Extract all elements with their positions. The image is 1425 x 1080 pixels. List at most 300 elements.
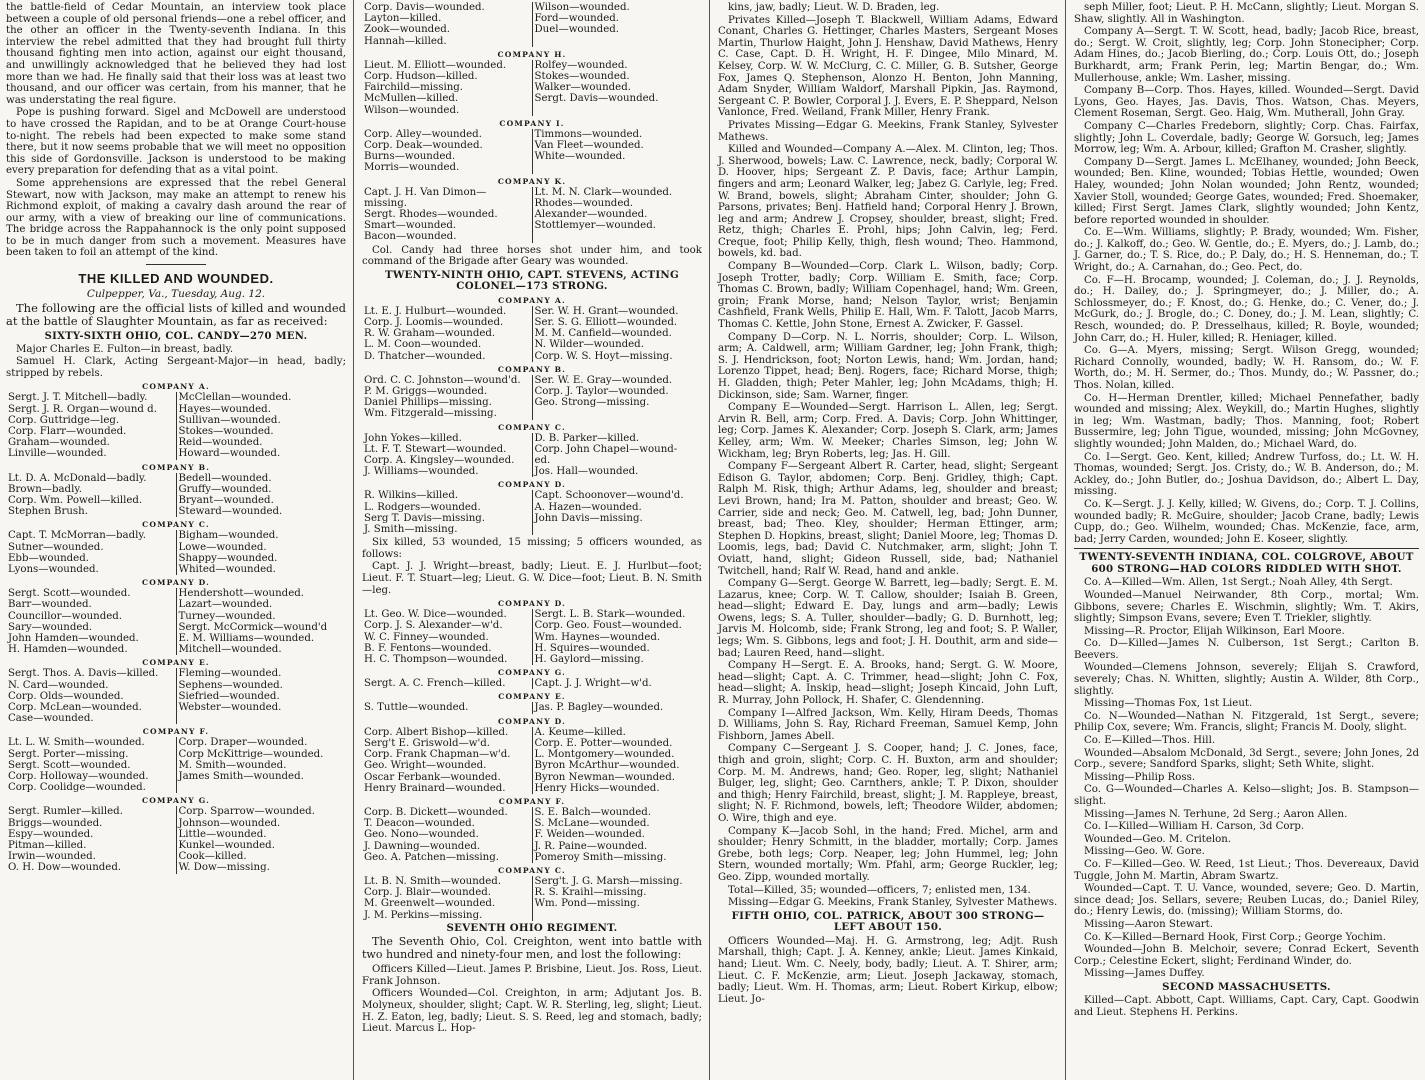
roster-row	[362, 162, 702, 173]
roster-entry: Sergt. McCormick—wound'd	[178, 621, 328, 633]
roster-entry: Sergt. Scott—wounded.	[6, 588, 176, 599]
section-separator	[146, 264, 206, 265]
roster-row	[6, 680, 346, 691]
regiment-heading: SECOND MASSACHUSETTS.	[1162, 980, 1331, 993]
roster-entry: Lieut. M. Elliott—wounded.	[362, 60, 532, 71]
roster-entry: W. Dow—missing.	[178, 862, 270, 874]
company-roster	[362, 727, 702, 794]
roster-row	[362, 187, 702, 198]
roster-row	[362, 317, 702, 328]
casualty-paragraph: Company B—Corp. Thos. Hayes, killed. Wounded—Sergt. David Lyons, Geo. Hayes, Jas. Davis, Thos. Watson, Chas. Meyers, Clement Roseman, Sergt. Geo. Haig, Wm. Mutherall, John Gray.	[1074, 85, 1419, 120]
roster-entry: Corp. Albert Bishop—killed.	[362, 727, 532, 738]
company-roster	[6, 588, 346, 655]
company-roster	[362, 60, 702, 116]
roster-entry: H. Hamden—wounded.	[6, 644, 176, 655]
company-roster	[362, 129, 702, 174]
roster-entry: McMullen—killed.	[362, 93, 532, 104]
article-paragraph: the battle-field of Cedar Mountain, an interview took place between a couple of old personal friends—one a rebel officer, and the other an officer in the Twenty-seventh Indiana. In this interview the rebel admitted that they had brought full thirty thousand fighting men into action, against our eight thousand, and unwillingly acknowledged that he believed they had lost more than we had. He finally said that their loss was at least two thousand, and our officer was certain, from his manner, that he was understating the real figure.	[6, 2, 346, 106]
roster-entry: Shappy—wounded.	[178, 552, 278, 564]
roster-entry: Gruffy—wounded.	[178, 483, 272, 495]
roster-entry: Serg't. J. G. Marsh—missing.	[534, 875, 683, 887]
company-roster	[6, 392, 346, 459]
column-4	[1068, 0, 1425, 1080]
casualty-paragraph: Total—Killed, 35; wounded—officers, 7; enlisted men, 134.	[728, 884, 1031, 896]
company-heading: COMPANY I.	[499, 118, 565, 128]
company-roster	[6, 668, 346, 724]
roster-row	[362, 620, 702, 631]
casualty-paragraph: Company B—Wounded—Corp. Clark L. Wilson, badly; Corp. Joseph Trotter, badly; Corp. William E. Smith, face; Corp. Thomas C. Brown, badly; William Copenhagel, hand; Wm. Green, groin; Frank Morse, hand; Nelson Taylor, wrist; Benjamin Cashfield, Frank Wells, Philip E. Hall, Wm. F. Talott, Jacob Marrs, Thomas C. Kettle, John Stone, Ernest A. Zwicker, F. Gassel.	[718, 261, 1058, 331]
roster-row	[6, 473, 346, 484]
roster-entry: Zook—wounded.	[362, 24, 532, 35]
roster-entry: ed.	[534, 455, 551, 467]
roster-entry: White—wounded.	[534, 151, 626, 163]
roster-entry: John Yokes—killed.	[362, 433, 532, 444]
company-rosters	[362, 296, 702, 535]
roster-row	[362, 36, 702, 47]
roster-entry: Corp. Wm. Powell—killed.	[6, 495, 176, 506]
roster-row	[6, 495, 346, 506]
company-roster	[362, 2, 702, 47]
roster-entry: Lt. Geo. W. Dice—wounded.	[362, 609, 532, 620]
roster-entry: Corp. Holloway—wounded.	[6, 771, 176, 782]
roster-entry: Sutner—wounded.	[6, 542, 176, 553]
roster-entry: Sullivan—wounded.	[178, 414, 281, 426]
roster-entry: Smart—wounded.	[362, 220, 532, 231]
casualty-paragraph: Company G—Sergt. George W. Barrett, leg—badly; Sergt. E. M. Lazarus, knee; Corp. W. T. Callow, shoulder; Isaiah B. Green, head—slight; Edward E. Day, lungs and arm—badly; Lewis Owens, legs; S. A. Tuller, shoulder—badly; G. D. Burnhott, leg; Jarvis M. Holcomb, side; Frank Strong, leg and foot; S. P. Waller, legs; Wm. S. Gibbons, legs and foot; J. H. Douthit, arm and side—bad; Lauren Reed, hand—slight.	[718, 578, 1058, 659]
casualty-paragraph: Wounded—Clemens Johnson, severely; Elijah S. Crawford, severely; Chas. N. Whitten, slightly; Austin A. Wilder, 8th Corp., slightly.	[1074, 662, 1419, 697]
roster-entry: Brown—badly.	[6, 484, 176, 495]
roster-entry: Wilson—wounded.	[362, 105, 532, 116]
company-roster	[6, 737, 346, 793]
roster-entry	[532, 408, 702, 419]
roster-row	[362, 513, 702, 524]
casualty-paragraph: Co. A—Killed—Wm. Allen, 1st Sergt.; Noah Alley, 4th Sergt.	[1084, 577, 1393, 589]
roster-row	[6, 622, 346, 633]
roster-entry: Ser. W. E. Gray—wounded.	[534, 374, 673, 386]
roster-entry: J. Williams—wounded.	[362, 466, 532, 477]
company-rosters	[362, 599, 702, 920]
roster-entry: Corp. Geo. Foust—wounded.	[534, 620, 682, 632]
casualty-paragraph: Co. K—Killed—Bernard Hook, First Corp.; George Yochim.	[1084, 931, 1386, 943]
roster-entry: McClellan—wounded.	[178, 392, 292, 404]
roster-row	[362, 609, 702, 620]
roster-entry: J. R. Paine—wounded.	[534, 840, 648, 852]
roster-entry: Jos. Hall—wounded.	[534, 466, 639, 478]
casualty-paragraph: Company D—Corp. N. L. Norris, shoulder; Corp. L. Wilson, arm; A. Caldwell, arm; William Gardner, leg; John Frank, thigh; S. J. Hendrickson, foot; Norton Lewis, hand; Wm. Jordan, hand; Lorenzo Tippet, head; Benj. Rogers, face; Richard Morse, thigh; H. Gladden, thigh; Peter Mahler, leg; John McAdams, thigh; H. Dickinson, side; Sam. Warner, finger.	[718, 331, 1058, 401]
roster-entry: Corp. B. Dickett—wounded.	[362, 807, 532, 818]
roster-row	[362, 876, 702, 887]
casualty-paragraph: Co. E—Wm. Williams, slightly; P. Brady, wounded; Wm. Fisher, do.; J. Kalkoff, do.; Geo. W. Gentle, do.; E. Myers, do.; J. Lamb, do.; J. Garner, do.; T. S. Rice, do.; P. Daly, do.; H. S. Henneman, do.; T. Wright, do.; A. Carnahan, do.; Geo. Pect, do.	[1074, 227, 1419, 274]
casualty-paragraph: Missing—James N. Terhune, 2d Serg.; Aaron Allen.	[1084, 808, 1348, 820]
roster-row	[362, 24, 702, 35]
roster-entry: S. McLane—wounded.	[534, 818, 650, 830]
roster-entry: Sergt. Rhodes—wounded.	[362, 209, 532, 220]
roster-entry: Corp. Deak—wounded.	[362, 140, 532, 151]
roster-entry: E. M. Williams—wounded.	[178, 633, 315, 644]
roster-entry: Corp. E. Potter—wounded.	[534, 737, 673, 749]
roster-row	[362, 198, 702, 209]
roster-entry: Walker—wounded.	[534, 82, 631, 94]
roster-entry: Corp. Alley—wounded.	[362, 129, 532, 140]
roster-entry: Corp. John Chapel—wound-	[534, 443, 678, 455]
casualty-paragraph: Co. F—H. Brocamp, wounded; J. Coleman, do.; J. J. Reynolds, do.; H. Dailey, do.; J. Springmeyer, do.; J. Miller, do.; A. Schlossmeyer, do.; F. Knost, do.; G. Henke, do.; C. Vener, do.; J. McGurk, do.; J. Brogle, do.; C. Doney, do.; J. M. Lean, slightly; C. Resch, wounded; do. P. Dresselhaus, killed; R. Boyle, wounded; John Carr, do.; H. Huler, killed; R. Heniager, killed.	[1074, 274, 1419, 344]
roster-row	[362, 524, 702, 535]
roster-entry: Duel—wounded.	[534, 24, 619, 36]
roster-entry: Corp. J. S. Alexander—w'd.	[362, 620, 532, 631]
roster-row	[362, 93, 702, 104]
company-roster	[362, 876, 702, 921]
roster-entry: Henry Brainard—wounded.	[362, 783, 532, 794]
roster-row	[362, 807, 702, 818]
roster-entry: Bedell—wounded.	[178, 472, 272, 484]
roster-entry: Capt. Schoonover—wound'd.	[534, 490, 684, 502]
roster-entry: Johnson—wounded.	[178, 817, 281, 829]
roster-entry: Daniel Phillips—missing.	[362, 397, 532, 408]
roster-entry: missing.	[362, 198, 532, 209]
roster-entry: Corp. McLean—wounded.	[6, 702, 176, 713]
roster-entry: Rolfey—wounded.	[534, 59, 628, 71]
casualty-segments	[1074, 2, 1419, 545]
roster-row	[6, 840, 346, 851]
roster-entry: L. M. Coon—wounded.	[362, 339, 532, 350]
roster-entry: Pomeroy Smith—missing.	[534, 851, 667, 863]
roster-row	[362, 702, 702, 713]
roster-entry: Wm. Fitzgerald—missing.	[362, 408, 532, 419]
roster-entry: Byron Newman—wounded.	[534, 771, 675, 783]
column-rule	[353, 0, 354, 1080]
roster-entry: Graham—wounded.	[6, 437, 176, 448]
company-roster	[362, 306, 702, 362]
roster-row	[362, 209, 702, 220]
roster-entry: Van Fleet—wounded.	[534, 140, 644, 152]
roster-entry: Henry Hicks—wounded.	[534, 782, 660, 794]
roster-row	[362, 231, 702, 242]
company-heading: COMPANY A.	[142, 382, 210, 392]
casualty-paragraph: seph Miller, foot; Lieut. P. H. McCann, slightly; Lieut. Morgan S. Shaw, slightly. All in Washington.	[1074, 2, 1419, 25]
roster-entry: Oscar Ferbank—wounded.	[362, 772, 532, 783]
roster-entry: Councillor—wounded.	[6, 611, 176, 622]
roster-row	[6, 760, 346, 771]
casualty-paragraph: Co. N—Wounded—Nathan N. Fitzgerald, 1st Sergt., severe; Philip Cox, severe; Wm. Francis, slight; Francis M. Dooly, slight.	[1074, 710, 1419, 734]
roster-entry: Webster—wounded.	[178, 702, 282, 714]
roster-row	[362, 444, 702, 455]
roster-entry: Lt. B. N. Smith—wounded.	[362, 876, 532, 887]
roster-entry: Mitchell—wounded.	[178, 644, 282, 656]
roster-entry: M. Greenwelt—wounded.	[362, 898, 532, 909]
roster-entry: Corp McKittrige—wounded.	[178, 748, 324, 760]
officers-note: Capt. J. J. Wright—breast, badly; Lieut. E. J. Hurlbut—foot; Lieut. F. T. Stuart—leg; Lieut. G. W. Dice—foot; Lieut. B. N. Smith—leg.	[362, 561, 702, 596]
roster-entry: Cook—killed.	[178, 851, 247, 863]
roster-entry: Capt. T. McMorran—badly.	[6, 530, 176, 541]
roster-entry: Corp. Draper—wounded.	[178, 737, 308, 749]
casualty-paragraph: Wounded—Geo. M. Critelon.	[1084, 833, 1232, 845]
company-heading: COMPANY D.	[497, 599, 567, 609]
regiment-heading: SEVENTH OHIO REGIMENT.	[446, 921, 618, 934]
roster-entry: D. Thatcher—wounded.	[362, 351, 532, 362]
company-rosters	[6, 382, 346, 873]
roster-entry: Linville—wounded.	[6, 448, 176, 459]
roster-entry: Stottlemyer—wounded.	[534, 220, 656, 232]
roster-row	[362, 71, 702, 82]
roster-entry: M. Smith—wounded.	[178, 759, 287, 771]
roster-row	[362, 105, 702, 116]
roster-entry	[176, 713, 346, 724]
casualty-paragraph: Privates Killed—Joseph T. Blackwell, William Adams, Edward Conant, Charles G. Hettinger, Charles Masters, Sergeant Moses Martin, Thurlow Haight, John J. Henshaw, David Mathews, Henry C. Case, Capt. D. H. Wright, H. F. Dingee, Milo Minard, M. Kelsey, Corp. W. W. McClurg, C. C. Miller, G. B. Sutsher, George Fox, James Q. Stephenson, Alonzo H. Benton, John Manning, Adam Snyder, William Waldorf, Marshall Pipkin, Jas. Raymond, Sergeant C. P. Bowler, Corporal J. J. Evers, E. P. Sheppard, Nelson Vanlonce, Fred. Weiland, Frank Miller, Henry Frank.	[718, 14, 1058, 119]
casualty-paragraph: Co. I—Killed—William H. Carson, 3d Corp.	[1084, 821, 1305, 833]
casualty-paragraph: Company K—Jacob Sohl, in the hand; Fred. Michel, arm and shoulder; Henry Schmitt, in the bladder, mortally; Corp. James Grebe, both legs; Corp. Neaper, leg; John Hummel, leg; John Stern, wounded mortally; Wm. Pfahl, arm; George Ruckler, leg; Geo. Zipp, wounded mortally.	[718, 825, 1058, 883]
roster-entry: Geo. Wright—wounded.	[362, 760, 532, 771]
roster-entry: Lowe—wounded.	[178, 541, 267, 553]
roster-entry: Hendershott—wounded.	[178, 588, 304, 600]
roster-entry: Morris—wounded.	[362, 162, 532, 173]
column-3	[712, 0, 1064, 1080]
roster-row	[362, 140, 702, 151]
casualty-paragraph: Missing—Aaron Stewart.	[1084, 918, 1214, 930]
casualty-paragraph: Co. F—Killed—Geo. W. Reed, 1st Lieut.; Thos. Devereaux, David Tuggle, John M. Martin, Abram Swartz.	[1074, 858, 1419, 882]
roster-row	[362, 2, 702, 13]
roster-entry	[176, 782, 346, 793]
company-roster	[362, 490, 702, 535]
article-paragraph: Some apprehensions are expressed that the rebel General Stewart, now with Jackson, may make an attempt to renew his Richmond exploit, of making a cavalry dash around the rear of our army, with a view of breaking our line of communications. The bridge across the Rappahannock is the only point supposed to be in much danger from such a movement. Measures have been taken to foil an attempt of the kind.	[6, 177, 346, 259]
company-heading: COMPANY E.	[142, 658, 210, 668]
roster-entry: Sergt. J. R. Organ—wound d.	[6, 404, 176, 415]
roster-entry: Alexander—wounded.	[534, 209, 648, 221]
company-roster	[6, 473, 346, 518]
company-roster	[362, 375, 702, 420]
company-heading: COMPANY D.	[497, 716, 567, 726]
roster-row	[362, 490, 702, 501]
casualty-paragraph: Company F—Sergeant Albert R. Carter, head, slight; Sergeant Edison G. Taylor, abdomen; Corp. Benj. Gridley, thigh; Capt. Ralph M. Risk, thigh; Arthur Adams, leg, shoulder and breast; Levi Brown, hand; Ira M. Patton, shoulder and breast; Geo. W. Carrier, side and neck; Geo. M. Catwell, leg, bad; John Dunner, breast, bad; Theo. Kley, shoulder; Herman Ettinger, arm; Stephen D. Hopkins, breast, slight; Daniel Moore, leg; Thomas D. Loomis, legs, bad; David C. Nutchmaker, arm, slight; John T. Oviatt, hand, slight; Gideon Russell, side, bad; Nathaniel Twitchell, hand; Ralf W. Read, hand and ankle.	[718, 461, 1058, 577]
roster-entry: H. Gaylord—missing.	[534, 654, 644, 666]
roster-row	[362, 887, 702, 898]
roster-row	[362, 727, 702, 738]
roster-entry: Ser. S. G. Elliott—wounded.	[534, 317, 678, 329]
roster-row	[6, 668, 346, 679]
roster-row	[362, 654, 702, 665]
totals-note: Six killed, 53 wounded, 15 missing; 5 officers wounded, as follows:	[362, 537, 702, 560]
roster-row	[6, 588, 346, 599]
roster-entry: Lt. L. W. Smith—wounded.	[6, 737, 176, 748]
roster-entry: Ford—wounded.	[534, 13, 620, 25]
roster-row	[362, 466, 702, 477]
roster-row	[6, 851, 346, 862]
roster-row	[6, 542, 346, 553]
roster-entry	[532, 524, 702, 535]
roster-row	[362, 783, 702, 794]
roster-entry: Irwin—wounded.	[6, 851, 176, 862]
roster-entry: Stokes—wounded.	[534, 71, 630, 83]
casualty-paragraph: Co. D—Killed—James N. Culberson, 1st Sergt.; Carlton B. Beevers.	[1074, 638, 1419, 661]
roster-row	[362, 13, 702, 24]
roster-entry: J. Dawning—wounded.	[362, 841, 532, 852]
roster-row	[6, 691, 346, 702]
roster-entry: Ord. C. C. Johnston—wound'd.	[362, 375, 532, 386]
section-title: THE KILLED AND WOUNDED.	[78, 271, 274, 287]
roster-entry: Layton—killed.	[362, 13, 532, 24]
company-heading: COMPANY G.	[142, 796, 210, 806]
roster-entry: Geo. A. Patchen—missing.	[362, 852, 532, 863]
roster-entry: Sary—wounded.	[6, 622, 176, 633]
roster-entry: R. W. Graham—wounded.	[362, 328, 532, 339]
regiment-heading: TWENTY-NINTH OHIO, CAPT. STEVENS, ACTING COLONEL—173 STRONG.	[384, 268, 680, 293]
regiment-heading: SIXTY-SIXTH OHIO, COL. CANDY—270 MEN.	[44, 331, 308, 343]
roster-entry: Bigham—wounded.	[178, 530, 279, 542]
roster-row	[362, 60, 702, 71]
seventh-wounded: Officers Wounded—Col. Creighton, in arm; Adjutant Jos. B. Molyneux, shoulder, slight; Capt. W. R. Sterling, leg, slight; Lieut. H. Z. Eaton, leg, badly; Lieut. S. S. Reed, leg and stomach, badly; Lieut. Marcus L. Hop-	[362, 988, 702, 1035]
company-heading: COMPANY C.	[498, 422, 566, 432]
roster-entry: Serg't E. Griswold—w'd.	[362, 738, 532, 749]
roster-row	[6, 599, 346, 610]
roster-entry: B. F. Fentons—wounded.	[362, 643, 532, 654]
roster-entry: Wilson—wounded.	[534, 2, 630, 13]
casualty-paragraph: Company C—Charles Fredeborn, slightly; Corp. Chas. Fairfax, slightly; John L. Coverdale, badly; George W. Gorsuch, leg; James Morrow, leg; Wm. A. Arbour, killed; Grafton M. Crasher, slightly.	[1074, 120, 1419, 156]
company-heading: COMPANY F.	[498, 796, 566, 806]
column-rule	[1065, 0, 1066, 1080]
roster-row	[6, 806, 346, 817]
roster-row	[6, 862, 346, 873]
casualty-paragraph: Killed and Wounded—Company A.—Alex. M. Clinton, leg; Thos. J. Sherwood, bowels; Law. C. Lawrence, neck, badly; Corporal W. D. Hoover, hips; Sergeant Z. P. Davis, face; Arthur Lampin, fingers and arm; Leonard Walker, leg; Jabez G. Carlyle, leg; Fred. W. Brand, bowels, slight; Abraham Cinter, shoulder; John G. Parsons, privates; Benj. Hatfield hand; Corporal Henry J. Brown, leg and arm; Andrew J. Cropsey, shoulder, breast, slight; Fred. Retz, thigh; Charles E. Prohl, hips; John Calvin, leg; Ferd. Creque, foot; Philip Kelly, thigh, flesh wound; Theo. Hammond, bowels, kd. bad.	[718, 144, 1058, 260]
roster-row	[6, 415, 346, 426]
roster-entry: Fleming—wounded.	[178, 668, 282, 680]
roster-entry: Corp. Coolidge—wounded.	[6, 782, 176, 793]
roster-entry: N. Card—wounded.	[6, 680, 176, 691]
roster-entry: S. E. Balch—wounded.	[534, 806, 652, 818]
roster-entry: Capt. J. H. Van Dimon—	[362, 187, 532, 198]
roster-entry: S. Tuttle—wounded.	[362, 702, 532, 713]
roster-entry: Jas. P. Bagley—wounded.	[534, 702, 664, 714]
roster-entry: Bryant—wounded.	[178, 494, 274, 506]
company-heading: COMPANY F.	[142, 727, 210, 737]
casualty-paragraph: Company A—Sergt. T. W. Scott, head, badly; Jacob Rice, breast, do.; Sergt. W. Croit, slightly, leg; Corp. John Stonecipher; Corp. Adam Hines, do.; Jacob Bierling, do.; Corp. Louis Ott, do.; Joseph Burkhardt, arm; Frank Perin, leg; Martin Bengar, do.; Wm. Mullerhouse, ankle; Wm. Lasher, missing.	[1074, 26, 1419, 84]
roster-entry: Ebb—wounded.	[6, 553, 176, 564]
company-heading: COMPANY D.	[141, 578, 211, 588]
roster-entry: Stokes—wounded.	[178, 425, 274, 437]
casualty-segments	[1074, 577, 1419, 980]
roster-row	[362, 910, 702, 921]
roster-entry: T. Deacon—wounded.	[362, 818, 532, 829]
roster-entry: Sergt. Thos. A. Davis—killed.	[6, 668, 176, 679]
roster-entry: A. Keume—killed.	[534, 726, 626, 738]
section-rule	[1074, 548, 1419, 549]
roster-entry: Briggs—wounded.	[6, 818, 176, 829]
roster-row	[362, 643, 702, 654]
roster-entry: Steward—wounded.	[178, 506, 283, 518]
roster-row	[362, 738, 702, 749]
company-heading: COMPANY A.	[498, 295, 566, 305]
roster-entry: L. Montgomery—wounded.	[534, 749, 675, 761]
roster-row	[6, 404, 346, 415]
roster-row	[362, 455, 702, 466]
roster-row	[362, 841, 702, 852]
casualty-paragraph: Co. E—Killed—Thos. Hill.	[1084, 735, 1216, 747]
roster-row	[6, 782, 346, 793]
casualty-paragraph: Missing—Edgar G. Meekins, Frank Stanley, Sylvester Mathews.	[728, 897, 1058, 909]
roster-entry: Wm. Pond—missing.	[534, 898, 640, 910]
roster-row	[362, 351, 702, 362]
lead-paragraph: The following are the official lists of killed and wounded at the battle of Slaughter Mountain, as far as received:	[6, 301, 346, 329]
roster-entry: Lyons—wounded.	[6, 564, 176, 575]
company-roster	[362, 678, 702, 689]
column-rule	[709, 0, 710, 1080]
casualty-paragraph: Wounded—Capt. T. U. Vance, wounded, severe; Geo. D. Martin, since dead; Jos. Sellars, severe; Reuben Lucas, do.; Daniel Riley, do.; Henry Lewis, do. (missing); William Storms, do.	[1074, 883, 1419, 918]
roster-row	[362, 151, 702, 162]
column-1	[0, 0, 352, 1080]
roster-row	[362, 220, 702, 231]
roster-entry: Sergt. Scott—wounded.	[6, 760, 176, 771]
roster-entry: Corp. Olds—wounded.	[6, 691, 176, 702]
roster-entry: Lt. M. N. Clark—wounded.	[534, 186, 673, 198]
roster-entry: Byron McArthur—wounded.	[534, 760, 680, 772]
casualty-paragraph: Company E—Wounded—Sergt. Harrison L. Allen, leg; Sergt. Arvin R. Bell, arm; Corp. Fred. A. Davis; Corp. John Whittinger, leg; Corp. James K. Alexander; Corp. Joseph S. Clark, arm; James Kelley, arm; Wm. W. Meeker; Charles Simson, leg; John W. Wickham, leg; Bryn Roberts, leg; Jas. H. Gill.	[718, 402, 1058, 460]
casualty-segments	[718, 2, 1058, 909]
roster-entry: John Hamden—wounded.	[6, 633, 176, 644]
seventh-killed: Officers Killed—Lieut. James P. Brisbine, Lieut. Jos. Ross, Lieut. Frank Johnson.	[362, 964, 702, 987]
company-rosters	[362, 2, 702, 243]
company-roster	[362, 187, 702, 243]
roster-entry: Barr—wounded.	[6, 599, 176, 610]
roster-entry: Sergt. L. B. Stark—wounded.	[534, 609, 686, 621]
roster-entry: Bacon—wounded.	[362, 231, 532, 242]
roster-entry: John Davis—missing.	[534, 512, 643, 524]
roster-entry: Little—wounded.	[178, 828, 267, 840]
roster-row	[362, 772, 702, 783]
roster-entry	[532, 162, 702, 173]
roster-row	[362, 386, 702, 397]
roster-entry: Rhodes—wounded.	[534, 197, 634, 209]
seventh-lead: The Seventh Ohio, Col. Creighton, went into battle with two hundred and ninety-four men, and lost the following:	[362, 935, 702, 961]
roster-entry: Reid—wounded.	[178, 437, 263, 449]
casualty-paragraph: Missing—R. Proctor, Elijah Wilkinson, Earl Moore.	[1084, 625, 1345, 637]
roster-row	[6, 633, 346, 644]
roster-entry: Geo. Strong—missing.	[534, 397, 650, 409]
roster-row	[362, 306, 702, 317]
regiment-heading: FIFTH OHIO, COL. PATRICK, ABOUT 300 STRONG—LEFT ABOUT 150.	[731, 909, 1045, 934]
company-heading: COMPANY K.	[497, 176, 567, 186]
roster-row	[362, 678, 702, 689]
roster-row	[6, 829, 346, 840]
roster-row	[362, 632, 702, 643]
roster-entry: Hannah—killed.	[362, 36, 532, 47]
roster-entry: J. Smith—missing.	[362, 524, 532, 535]
roster-entry: Geo. Nono—wounded.	[362, 829, 532, 840]
roster-entry	[532, 910, 702, 921]
roster-entry: Corp. A. Kingsley—wounded.	[362, 455, 532, 466]
roster-row	[362, 898, 702, 909]
company-heading: COMPANY C.	[498, 865, 566, 875]
company-roster	[362, 433, 702, 478]
roster-entry: Sergt. Rumler—killed.	[6, 806, 176, 817]
company-roster	[6, 806, 346, 873]
casualty-paragraph: kins, jaw, badly; Lieut. W. D. Braden, leg.	[728, 2, 940, 13]
candy-note: Col. Candy had three horses shot under him, and took command of the Brigade after Geary was wounded.	[362, 244, 702, 268]
roster-entry: Lt. D. A. McDonald—badly.	[6, 473, 176, 484]
roster-row	[6, 771, 346, 782]
roster-entry: Fairchild—missing.	[362, 82, 532, 93]
roster-entry: H. Squires—wounded.	[534, 642, 650, 654]
roster-entry: Kunkel—wounded.	[178, 840, 275, 852]
roster-entry: Corp. W. S. Hoyt—missing.	[534, 350, 673, 362]
roster-entry	[532, 36, 702, 47]
roster-row	[6, 530, 346, 541]
roster-row	[6, 749, 346, 760]
casualty-paragraph: Company D—Sergt. James L. McElhaney, wounded; John Beeck, wounded; Ben. Kline, wounded; Tobias Hettle, wounded; Owen Haley, wounded; John Nolan wounded; John Rentz, wounded; Xavier Stoll, wounded; George Gates, wounded; Fred. Shoemaker, killed; First Sergt. James Clark, slightly wounded; John Kentz, before reported wounded in shoulder.	[1074, 156, 1419, 226]
roster-row	[6, 392, 346, 403]
roster-row	[6, 564, 346, 575]
roster-entry: R. Wilkins—killed.	[362, 490, 532, 501]
roster-row	[6, 713, 346, 724]
roster-entry: M. M. Canfield—wounded.	[534, 328, 672, 340]
roster-row	[362, 760, 702, 771]
